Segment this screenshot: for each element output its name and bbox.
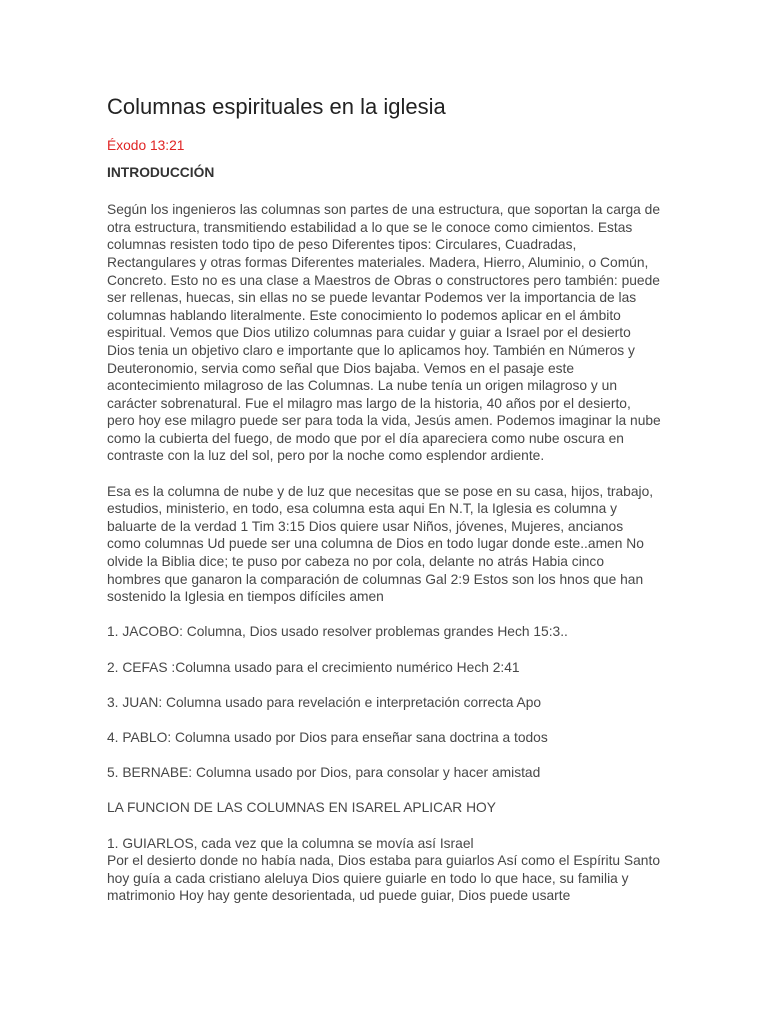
text-line: estudios, ministerio, en todo, esa columna esta aqui En N.T, la Iglesia es columna y: [107, 501, 617, 517]
text-line: espiritual. Vemos que Dios utilizo columnas para cuidar y guiar a Israel por el desierto: [107, 325, 631, 341]
document-title: Columnas espirituales en la iglesia: [107, 94, 446, 119]
text-line: Según los ingenieros las columnas son partes de una estructura, que soportan la carga de: [107, 202, 660, 218]
text-line: otra estructura, transmitiendo estabilidad a lo que se le conoce como cimientos. Estas: [107, 219, 633, 235]
text-line: baluarte de la verdad 1 Tim 3:15 Dios quiere usar Niños, jóvenes, Mujeres, ancianos: [107, 518, 624, 534]
pillar-item-cefas: [107, 659, 768, 677]
text-line: pero hoy ese milagro puede ser para toda la vida, Jesús amen. Podemos imaginar la nube: [107, 413, 661, 429]
text-line: 1. GUIARLOS, cada vez que la columna se movía así Israel: [107, 835, 474, 851]
text-line: columnas hablando literalmente. Este conocimiento lo podemos aplicar en el ámbito: [107, 307, 621, 323]
pillar-item-juan: [107, 694, 768, 712]
function-section-heading-block: [107, 799, 768, 817]
text-line: matrimonio Hoy hay gente desorientada, ud puede guiar, Dios puede usarte: [107, 888, 571, 904]
text-line: Dios tenia un objetivo claro e importante que lo aplicamos hoy. También en Números y: [107, 342, 635, 358]
introduction-paragraph-1: [107, 201, 768, 465]
function-point-1: [107, 835, 768, 905]
text-line: olvide la Biblia dice; te puso por cabeza no por cola, delante no atrás Habia cinco: [107, 554, 604, 570]
list-item: 4. PABLO: Columna usado por Dios para enseñar sana doctrina a todos: [107, 729, 548, 745]
text-line: contraste con la luz del sol, pero por la noche como esplendor ardiente.: [107, 448, 545, 464]
text-line: Por el desierto donde no había nada, Dios estaba para guiarlos Así como el Espíritu Santo: [107, 853, 660, 869]
text-line: carácter sobrenatural. Fue el milagro mas largo de la historia, 40 años por el desierto,: [107, 395, 631, 411]
list-item: 3. JUAN: Columna usado para revelación e interpretación correcta Apo: [107, 694, 542, 710]
text-line: Esa es la columna de nube y de luz que necesitas que se pose en su casa, hijos, trabajo,: [107, 483, 654, 499]
pillar-item-jacobo: [107, 623, 768, 641]
text-line: Rectangulares y otras formas Diferentes materiales. Madera, Hierro, Aluminio, o Común,: [107, 254, 649, 270]
text-line: hombres que ganaron la comparación de columnas Gal 2:9 Estos son los hnos que han: [107, 571, 644, 587]
text-line: hoy guía a cada cristiano aleluya Dios quiere guiarle en todo lo que hace, su familia y: [107, 870, 629, 886]
introduction-heading: INTRODUCCIÓN: [107, 165, 215, 181]
text-line: columnas resisten todo tipo de peso Diferentes tipos: Circulares, Cuadradas,: [107, 237, 577, 253]
introduction-paragraph-2: [107, 483, 768, 606]
text-line: Concreto. Esto no es una clase a Maestros de Obras o constructores pero también: puede: [107, 272, 660, 288]
text-line: como la cubierta del fuego, de modo que por el día apareciera como nube oscura en: [107, 430, 624, 446]
text-line: acontecimiento milagroso de las Columnas. La nube tenía un origen milagroso y un: [107, 378, 618, 394]
text-line: como columnas Ud puede ser una columna de Dios en todo lugar donde este..amen No: [107, 536, 644, 552]
list-item: 5. BERNABE: Columna usado por Dios, para consolar y hacer amistad: [107, 765, 541, 781]
text-line: ser rellenas, huecas, sin ellas no se puede levantar Podemos ver la importancia de las: [107, 290, 637, 306]
scripture-reference: Éxodo 13:21: [107, 138, 185, 154]
function-section-heading: LA FUNCION DE LAS COLUMNAS EN ISAREL APLICAR HOY: [107, 800, 496, 816]
list-item: 1. JACOBO: Columna, Dios usado resolver problemas grandes Hech 15:3..: [107, 624, 568, 640]
list-item: 2. CEFAS :Columna usado para el crecimiento numérico Hech 2:41: [107, 659, 520, 675]
text-line: Deuteronomio, servia como señal que Dios bajaba. Vemos en el pasaje este: [107, 360, 575, 376]
pillar-item-bernabe: [107, 764, 768, 782]
text-line: sostenido la Iglesia en tiempos difíciles amen: [107, 589, 384, 605]
pillar-item-pablo: [107, 729, 768, 747]
